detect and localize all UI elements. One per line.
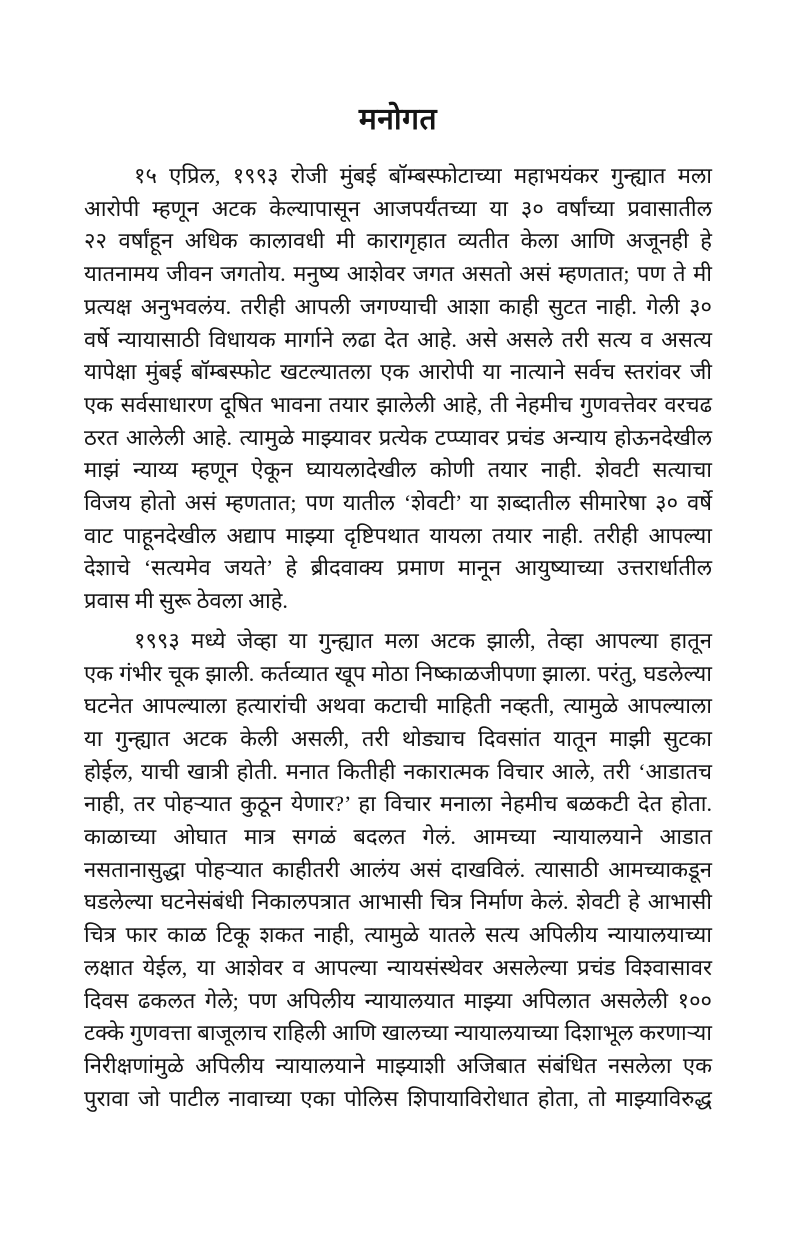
text-line: देशाचे ‘सत्यमेव जयते’ हे ब्रीदवाक्य प्रमाण मानून आयुष्याच्या उत्तरार्धातील xyxy=(84,555,712,581)
text-line: पुरावा जो पाटील नावाच्या एका पोलिस शिपायाविरोधात होता, तो माझ्याविरुद्ध xyxy=(84,1085,712,1111)
text-line: वर्षे न्यायासाठी विधायक मार्गाने लढा देत आहे. असे असले तरी सत्य व असत्य xyxy=(84,326,712,352)
text-line: चित्र फार काळ टिकू शकत नाही, त्यामुळे यातले सत्य अपिलीय न्यायालयाच्या xyxy=(84,922,712,948)
text-line: माझं न्याय्य म्हणून ऐकून घ्यायलादेखील कोणी तयार नाही. शेवटी सत्याचा xyxy=(84,457,712,483)
text-line: आरोपी म्हणून अटक केल्यापासून आजपर्यंतच्या या ३० वर्षांच्या प्रवासातील xyxy=(84,195,712,221)
text-line: लक्षात येईल, या आशेवर व आपल्या न्यायसंस्थेवर असलेल्या प्रचंड विश्वासावर xyxy=(84,954,712,980)
text-line: नाही, तर पोहऱ्यात कुठून येणार?’ हा विचार मनाला नेहमीच बळकटी देत होता. xyxy=(84,791,712,817)
text-line: १५ एप्रिल, १९९३ रोजी मुंबई बॉम्बस्फोटाच्या महाभयंकर गुन्ह्यात मला xyxy=(134,163,712,188)
text-line: या गुन्ह्यात अटक केली असली, तरी थोड्याच दिवसांत यातून माझी सुटका xyxy=(84,725,712,751)
text-line: १९९३ मध्ये जेव्हा या गुन्ह्यात मला अटक झाली, तेव्हा आपल्या हातून xyxy=(134,627,712,653)
text-line: काळाच्या ओघात मात्र सगळं बदलत गेलं. आमच्या न्यायालयाने आडात xyxy=(84,824,712,850)
text-line: एक सर्वसाधारण दूषित भावना तयार झालेली आहे, ती नेहमीच गुणवत्तेवर वरचढ xyxy=(84,391,712,417)
text-line: टक्के गुणवत्ता बाजूलाच राहिली आणि खालच्या न्यायालयाच्या दिशाभूल करणाऱ्या xyxy=(84,1020,712,1046)
text-line: निरीक्षणांमुळे अपिलीय न्यायालयाने माझ्याशी अजिबात संबंधित नसलेला एक xyxy=(84,1052,712,1078)
text-line: दिवस ढकलत गेले; पण अपिलीय न्यायालयात माझ्या अपिलात असलेली १०० xyxy=(84,987,712,1013)
text-line: नसतानासुद्धा पोहऱ्यात काहीतरी आलंय असं दाखविलं. त्यासाठी आमच्याकडून xyxy=(84,856,712,882)
text-line: घडलेल्या घटनेसंबंधी निकालपत्रात आभासी चित्र निर्माण केलं. शेवटी हे आभासी xyxy=(84,889,712,915)
paragraph-2 xyxy=(84,625,712,1116)
text-line: २२ वर्षांहून अधिक कालावधी मी कारागृहात व्यतीत केला आणि अजूनही हे xyxy=(84,228,712,254)
page-title: मनोगत xyxy=(358,103,438,136)
text-line: प्रवास मी सुरू ठेवला आहे. xyxy=(84,588,288,614)
text-line: यातनामय जीवन जगतोय. मनुष्य आशेवर जगत असतो असं म्हणतात; पण ते मी xyxy=(84,261,712,287)
paragraph-1 xyxy=(84,160,712,618)
text-line: होईल, याची खात्री होती. मनात कितीही नकारात्मक विचार आले, तरी ‘आडातच xyxy=(84,758,712,784)
text-line: विजय होतो असं म्हणतात; पण यातील ‘शेवटी’ या शब्दातील सीमारेषा ३० वर्षे xyxy=(84,490,712,516)
text-line: ठरत आलेली आहे. त्यामुळे माझ्यावर प्रत्येक टप्प्यावर प्रचंड अन्याय होऊनदेखील xyxy=(84,424,712,450)
text-line: प्रत्यक्ष अनुभवलंय. तरीही आपली जगण्याची आशा काही सुटत नाही. गेली ३० xyxy=(84,293,712,319)
text-line: घटनेत आपल्याला हत्यारांची अथवा कटाची माहिती नव्हती, त्यामुळे आपल्याला xyxy=(84,693,712,719)
text-line: एक गंभीर चूक झाली. कर्तव्यात खूप मोठा निष्काळजीपणा झाला. परंतु, घडलेल्या xyxy=(84,660,712,686)
text-line: यापेक्षा मुंबई बॉम्बस्फोट खटल्यातला एक आरोपी या नात्याने सर्वच स्तरांवर जी xyxy=(84,359,712,385)
text-line: वाट पाहूनदेखील अद्याप माझ्या दृष्टिपथात यायला तयार नाही. तरीही आपल्या xyxy=(84,522,712,548)
